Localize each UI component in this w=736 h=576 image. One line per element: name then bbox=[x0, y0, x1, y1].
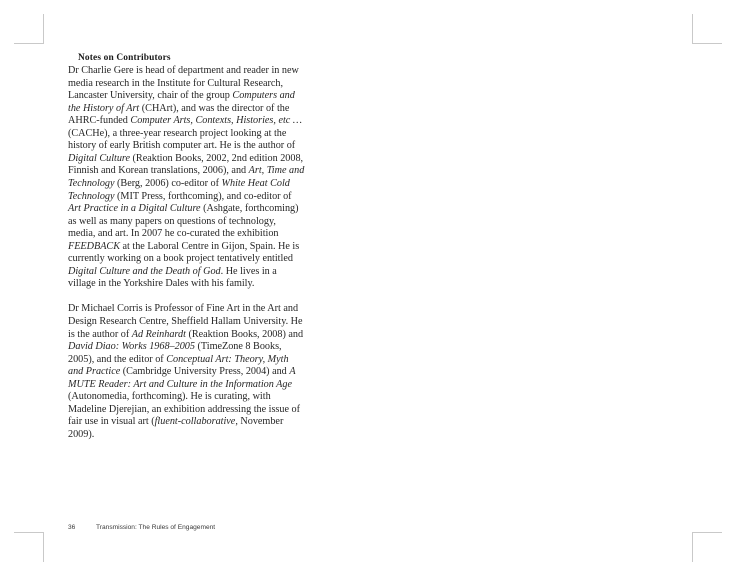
italic-title-run: Ad Reinhardt bbox=[131, 328, 186, 340]
body-text-run: (Reaktion Books, 2008) and bbox=[185, 328, 304, 340]
crop-mark-bottom-right-icon bbox=[678, 518, 722, 562]
crop-mark-horizontal-rule bbox=[692, 532, 722, 533]
body-text-run: (MIT Press, forthcoming), and co-editor of bbox=[114, 190, 292, 202]
running-footer bbox=[68, 524, 468, 531]
text-column bbox=[68, 52, 305, 441]
italic-title-run: Computer Arts, Contexts, Histories, etc … bbox=[130, 115, 302, 127]
crop-mark-top-right-icon bbox=[678, 14, 722, 58]
body-text-run: (Autonomedia, forthcoming). He is curating, with Madeline Djerejian, an exhibition addressing the issue of fair use in visual art ( bbox=[68, 391, 300, 428]
italic-title-run: FEEDBACK bbox=[68, 240, 120, 252]
paragraph-spacer bbox=[68, 291, 305, 304]
crop-mark-bottom-left-icon bbox=[14, 518, 58, 562]
crop-mark-top-left-icon bbox=[14, 14, 58, 58]
page-number: 36 bbox=[68, 524, 76, 531]
page-title: Notes on Contributors bbox=[78, 53, 171, 63]
crop-mark-vertical-rule bbox=[43, 14, 44, 44]
body-text-run: Dr Charlie Gere is head of department and reader in new media research in the Institute for Cultural Research, Lancaster University, chair of the group bbox=[68, 65, 299, 102]
body-text-run: (CHArt), and was the director of the AHRC-funded bbox=[68, 102, 290, 127]
body-text-run: . He lives in a village in the Yorkshire Dales with his family. bbox=[68, 265, 277, 290]
italic-title-run: Conceptual Art: Theory, Myth and Practice bbox=[68, 353, 289, 378]
body-text-run: , November 2009). bbox=[68, 416, 284, 440]
body-text-run: Dr Michael Corris is Professor of Fine Art in the Art and Design Research Centre, Sheffield Hallam University. He is the author of bbox=[68, 303, 303, 340]
crop-mark-vertical-rule bbox=[692, 14, 693, 44]
body-text-run: (Reaktion Books, 2002, 2nd edition 2008, Finnish and Korean translations, 2006), and bbox=[68, 152, 304, 177]
italic-title-run: Computers and the History of Art bbox=[68, 90, 295, 114]
italic-title-run: Digital Culture and the Death of God bbox=[68, 265, 221, 277]
body-text-run: (TimeZone 8 Books, 2005), and the editor of bbox=[68, 341, 282, 365]
italic-title-run: Art, Time and Technology bbox=[68, 165, 305, 190]
crop-mark-vertical-rule bbox=[43, 532, 44, 562]
body-text-run: (Berg, 2006) co-editor of bbox=[114, 178, 222, 190]
crop-mark-horizontal-rule bbox=[692, 43, 722, 44]
contributor-bio-paragraph bbox=[68, 303, 305, 441]
body-text-run: at the Laboral Centre in Gijon, Spain. He is currently working on a book project tentatively entitled bbox=[68, 240, 300, 265]
italic-title-run: A MUTE Reader: Art and Culture in the Information Age bbox=[68, 366, 296, 390]
body-text-run: (Cambridge University Press, 2004) and bbox=[120, 366, 290, 378]
italic-title-run: Art Practice in a Digital Culture bbox=[68, 203, 201, 215]
crop-mark-horizontal-rule bbox=[14, 43, 44, 44]
crop-mark-vertical-rule bbox=[692, 532, 693, 562]
italic-title-run: David Diao: Works 1968–2005 bbox=[68, 341, 195, 353]
italic-title-run: White Heat Cold Technology bbox=[68, 178, 290, 202]
italic-title-run: Digital Culture bbox=[68, 152, 131, 164]
italic-title-run: fluent-collaborative bbox=[154, 416, 236, 428]
contributor-bio-paragraph bbox=[68, 65, 305, 291]
body-text-run: (CACHe), a three-year research project looking at the history of early British computer art. He is the author of bbox=[68, 127, 296, 152]
running-title: Transmission: The Rules of Engagement bbox=[96, 524, 216, 531]
crop-mark-horizontal-rule bbox=[14, 532, 44, 533]
body-text-run: (Ashgate, forthcoming) as well as many papers on questions of technology, media, and art. In 2007 he co-curated the exhibition bbox=[68, 203, 299, 240]
